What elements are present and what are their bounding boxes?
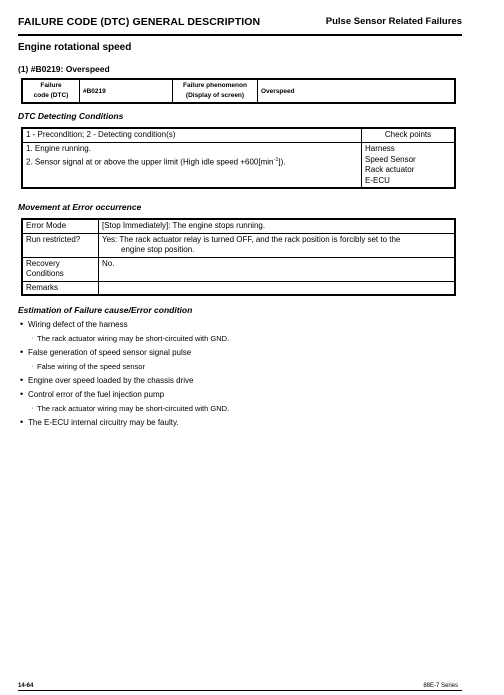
- cause-list: [20, 318, 460, 430]
- category-title: Pulse Sensor Related Failures: [325, 16, 462, 27]
- dot-icon: ·: [31, 333, 34, 342]
- bullet-icon: •: [20, 319, 24, 329]
- bullet-icon: •: [20, 417, 24, 427]
- cause-item: • The E-ECU internal circuitry may be faulty.: [20, 417, 179, 427]
- failure-code-label: Failure code (DTC): [22, 79, 80, 103]
- cause-item: • Wiring defect of the harness: [20, 319, 128, 329]
- movement-heading: Movement at Error occurrence: [18, 202, 142, 212]
- cause-item: • Engine over speed loaded by the chassis drive: [20, 375, 194, 385]
- page-number: 14-64: [18, 683, 34, 689]
- failure-code-value: #B0219: [80, 79, 173, 103]
- check-points-header: Check points: [362, 128, 456, 143]
- page-header: [18, 16, 462, 36]
- remarks-label: Remarks: [22, 281, 99, 295]
- series-label: 88E-7 Series: [423, 683, 458, 689]
- conditions-cell: [22, 143, 362, 189]
- bullet-icon: •: [20, 347, 24, 357]
- dtc-heading: DTC Detecting Conditions: [18, 111, 124, 121]
- failure-phenomenon-label: Failure phenomenon (Display of screen): [173, 79, 258, 103]
- bullet-icon: •: [20, 375, 24, 385]
- section-title: Engine rotational speed: [18, 42, 132, 53]
- cause-subitem: · The rack actuator wiring may be short-circuited with GND.: [31, 403, 230, 413]
- condition-1: 1. Engine running.: [26, 144, 91, 153]
- error-mode-label: Error Mode: [22, 219, 99, 233]
- run-restricted-value: Yes: The rack actuator relay is turned OFF, and the rack position is forcibly set to the engine stop position.: [99, 233, 456, 257]
- bullet-icon: •: [20, 389, 24, 399]
- failure-code-title: (1) #B0219: Overspeed: [18, 64, 110, 74]
- recovery-conditions-value: No.: [99, 257, 456, 281]
- cause-subitem: · The rack actuator wiring may be short-circuited with GND.: [31, 333, 230, 343]
- check-point-item: Speed Sensor: [365, 154, 416, 164]
- failure-phenomenon-value: Overspeed: [258, 79, 456, 103]
- cause-item: • Control error of the fuel injection pump: [20, 389, 165, 399]
- failure-info-table: [21, 78, 456, 104]
- check-point-item: E-ECU: [365, 175, 390, 185]
- footer-rule: [18, 690, 462, 691]
- condition-2: 2. Sensor signal at or above the upper limit (High idle speed $+600[\min^{-1}]$).: [26, 156, 286, 167]
- estimation-heading: Estimation of Failure cause/Error condition: [18, 305, 193, 315]
- cause-subitem: · False wiring of the speed sensor: [31, 361, 145, 371]
- check-points-cell: [362, 143, 456, 189]
- check-point-item: Rack actuator: [365, 165, 415, 174]
- document-title: FAILURE CODE (DTC) GENERAL DESCRIPTION: [18, 16, 261, 28]
- conditions-header: 1 - Precondition; 2 - Detecting condition(s): [22, 128, 362, 143]
- error-mode-value: [Stop Immediately]: The engine stops running.: [99, 219, 456, 233]
- dot-icon: ·: [31, 403, 34, 412]
- movement-table: [21, 218, 456, 296]
- remarks-value: [99, 281, 456, 295]
- dtc-conditions-table: [21, 127, 456, 189]
- cause-item: • False generation of speed sensor signal pulse: [20, 347, 192, 357]
- run-restricted-label: Run restricted?: [22, 233, 99, 257]
- check-point-item: Harness: [365, 144, 395, 153]
- recovery-conditions-label: Recovery Conditions: [22, 257, 99, 281]
- dot-icon: ·: [31, 361, 34, 370]
